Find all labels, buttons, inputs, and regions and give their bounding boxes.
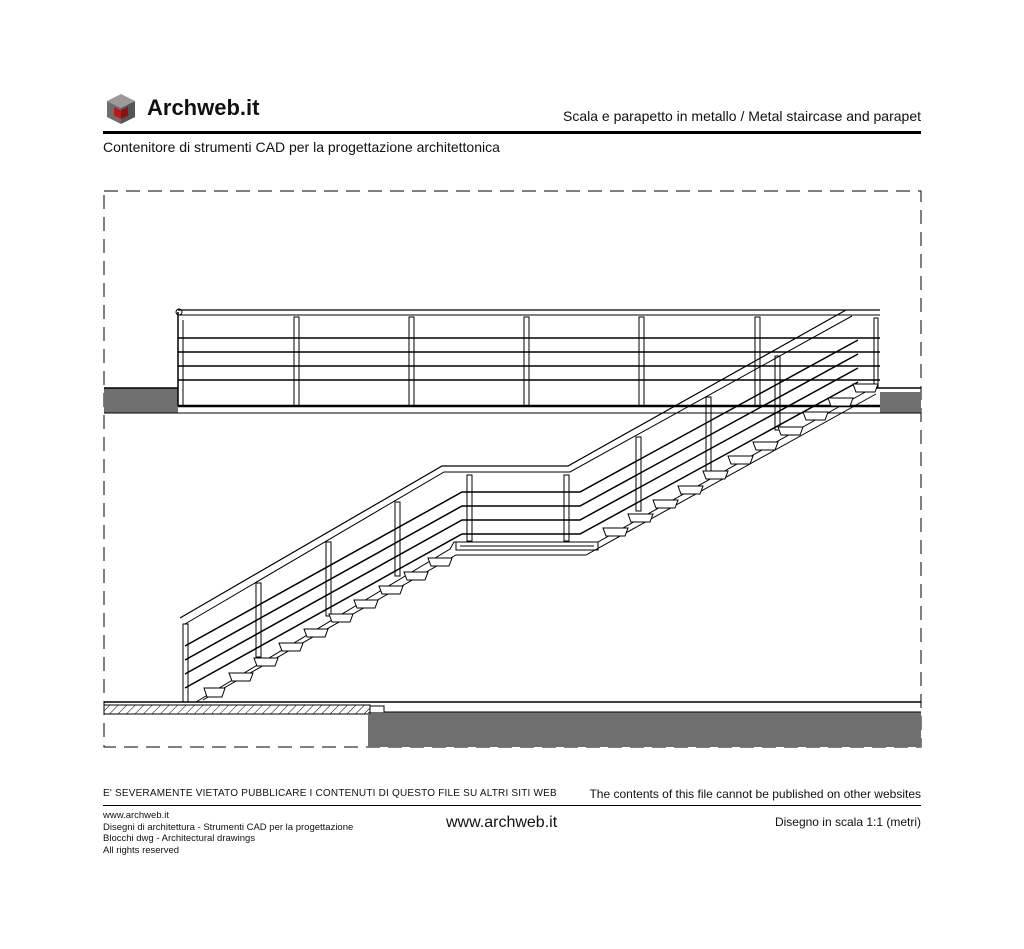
dashed-frame [104, 191, 921, 747]
treads-lower-flight [204, 558, 452, 697]
brand-name: Archweb.it [147, 95, 260, 120]
copyright-warning-it: E' SEVERAMENTE VIETATO PUBBLICARE I CONTENUTI DI QUESTO FILE SU ALTRI SITI WEB [103, 788, 557, 799]
drawing-scale: Disegno in scala 1:1 (metri) [774, 815, 921, 829]
copyright-warning-en: The contents of this file cannot be published on other websites [589, 787, 921, 801]
footer-rule [103, 805, 921, 806]
upper-parapet [176, 309, 880, 406]
drawing-title: Scala e parapetto in metallo / Metal staircase and parapet [563, 108, 921, 124]
footer-credit-line: Disegni di architettura - Strumenti CAD per la progettazione [103, 821, 354, 833]
footer-credit-line: All rights reserved [103, 844, 180, 856]
stair-landing [456, 542, 598, 550]
stair-posts [183, 356, 780, 702]
stair-intermediate-rails [185, 340, 858, 688]
footer-credit-line: Blocchi dwg - Architectural drawings [103, 833, 256, 844]
stair-stringers [196, 386, 876, 702]
footer-credits [103, 810, 353, 856]
stair-handrail [180, 310, 852, 624]
footer-credit-line: www.archweb.it [103, 810, 169, 821]
footer-website[interactable]: www.archweb.it [446, 814, 558, 831]
drawing-subtitle: Contenitore di strumenti CAD per la progettazione architettonica [103, 139, 500, 155]
lower-floor-slab [104, 702, 921, 747]
